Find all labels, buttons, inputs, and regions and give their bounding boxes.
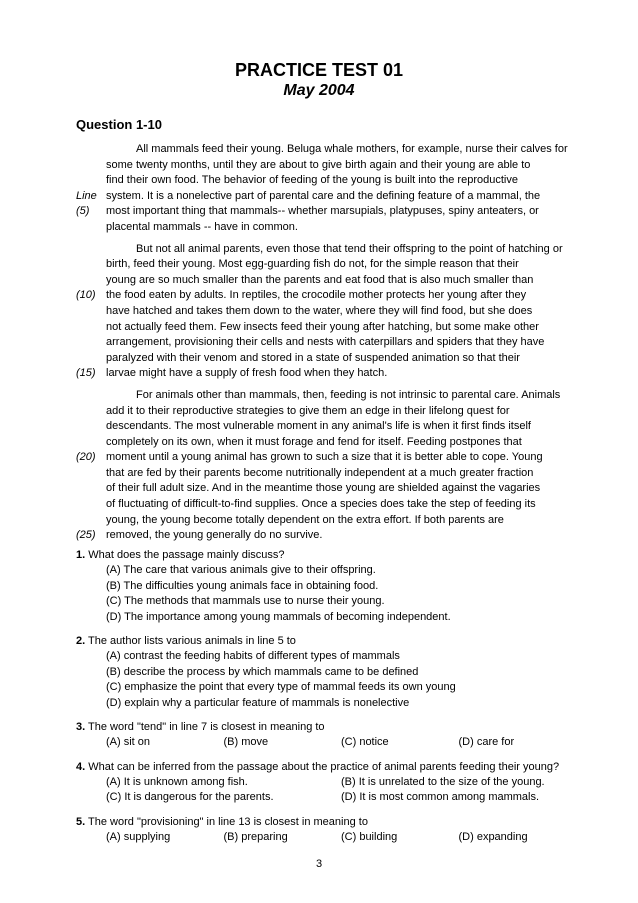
- line-number-marker: (15): [76, 367, 96, 380]
- passage-line-text: placental mammals -- have in common.: [106, 220, 298, 233]
- passage-paragraph: [76, 242, 576, 382]
- question-text: The word "provisioning" in line 13 is closest in meaning to: [88, 815, 368, 828]
- passage-line: [106, 142, 576, 158]
- answer-options-row: [76, 775, 576, 791]
- passage-line: [106, 388, 576, 404]
- answer-option[interactable]: (C) notice: [341, 736, 389, 748]
- answer-option[interactable]: (B) The difficulties young animals face in obtaining food.: [106, 579, 379, 592]
- passage-line: [76, 366, 576, 382]
- question-list: [76, 547, 576, 853]
- passage-line: [106, 481, 576, 497]
- passage-line: [106, 242, 576, 258]
- passage-line-text: of their full adult size. And in the meantime those young are shielded against the vagaries: [106, 482, 541, 495]
- answer-options-row: [76, 735, 576, 751]
- line-number-marker: (5): [76, 205, 90, 218]
- question-item: [76, 547, 576, 625]
- passage-line-text: birth, feed their young. Most egg-guarding fish do not, for the simple reason that their: [106, 258, 519, 271]
- answer-option[interactable]: (C) The methods that mammals use to nurse their young.: [106, 595, 385, 607]
- question-text: The author lists various animals in line 5 to: [88, 635, 296, 647]
- question-text: What can be inferred from the passage about the practice of animal parents feeding their young?: [88, 760, 560, 773]
- question-number: 5.: [76, 815, 86, 828]
- passage-line: [106, 351, 576, 367]
- answer-option[interactable]: (A) contrast the feeding habits of different types of mammals: [106, 650, 400, 662]
- passage-line-text: moment until a young animal has grown to such a size that it is better able to cope. Young: [106, 451, 543, 464]
- passage-line-text: young are so much smaller than the parents and eat food that is also much smaller than: [106, 273, 534, 286]
- passage-line-text: For animals other than mammals, then, feeding is not intrinsic to parental care. Animals: [136, 388, 561, 401]
- question-text: What does the passage mainly discuss?: [88, 549, 285, 561]
- passage-line-text: have hatched and takes them down to the water, where they will find food, but she does: [106, 304, 533, 317]
- passage-line: [106, 497, 576, 513]
- passage-line-text: not actually feed them. Few insects feed their young after hatching, but some make other: [106, 320, 539, 333]
- passage-line: [76, 288, 576, 304]
- passage-line: [106, 466, 576, 482]
- passage-line-text: of fluctuating of difficult-to-find supplies. Once a species does take the step of feeding its: [106, 498, 536, 511]
- question-number: 2.: [76, 635, 86, 647]
- answer-option[interactable]: (D) expanding: [458, 830, 528, 843]
- passage-line: [106, 419, 576, 435]
- question-number: 1.: [76, 549, 86, 561]
- answer-option[interactable]: (D) It is most common among mammals.: [341, 791, 540, 803]
- line-number-marker: Line: [76, 189, 97, 202]
- question-item: [76, 814, 576, 846]
- passage-line-text: arrangement, provisioning their cells and nests with caterpillars and spiders that they have: [106, 336, 545, 349]
- answer-options-row: [76, 830, 576, 846]
- passage-line: [106, 220, 576, 236]
- question-stem: [76, 759, 576, 775]
- passage-line: [76, 189, 576, 205]
- passage-line: [76, 450, 576, 466]
- passage-line: [106, 335, 576, 351]
- answer-option[interactable]: (D) explain why a particular feature of mammals is nonelective: [106, 696, 410, 709]
- passage-line: [106, 273, 576, 289]
- passage-line-text: add it to their reproductive strategies to give them an edge in their lifelong quest for: [106, 404, 510, 417]
- passage-line: [106, 404, 576, 420]
- passage-line-text: larvae might have a supply of fresh food when they hatch.: [106, 367, 388, 380]
- answer-option[interactable]: (B) It is unrelated to the size of the young.: [341, 775, 545, 788]
- question-number: 3.: [76, 721, 86, 733]
- line-number-marker: (20): [76, 451, 96, 464]
- passage-line: [106, 257, 576, 273]
- section-heading: Question 1-10: [76, 117, 162, 132]
- question-item: [76, 719, 576, 751]
- question-stem: [76, 719, 576, 735]
- answer-option[interactable]: (C) emphasize the point that every type of mammal feeds its own young: [106, 681, 456, 693]
- question-number: 4.: [76, 760, 86, 773]
- passage-line: [106, 158, 576, 174]
- line-number-marker: (25): [76, 529, 96, 542]
- answer-option[interactable]: (B) move: [223, 736, 269, 748]
- passage-line-text: paralyzed with their venom and stored in a state of suspended animation so that their: [106, 351, 520, 364]
- passage-line-text: young, the young become totally dependent on the extra effort. If both parents are: [106, 513, 504, 526]
- page-title: PRACTICE TEST 01: [234, 60, 404, 80]
- reading-passage: [76, 142, 576, 550]
- passage-line-text: But not all animal parents, even those that tend their offspring to the point of hatching or: [136, 242, 563, 255]
- question-stem: [76, 814, 576, 830]
- question-item: [76, 759, 576, 806]
- answer-option[interactable]: (C) It is dangerous for the parents.: [106, 791, 274, 803]
- page-number: 3: [315, 858, 323, 870]
- question-text: The word "tend" in line 7 is closest in meaning to: [88, 721, 325, 733]
- passage-line-text: All mammals feed their young. Beluga whale mothers, for example, nurse their calves for: [136, 143, 568, 155]
- answer-option[interactable]: (B) describe the process by which mammals came to be defined: [106, 665, 419, 678]
- answer-options-row: [76, 790, 576, 806]
- page-subtitle: May 2004: [283, 82, 355, 99]
- answer-option[interactable]: (B) preparing: [223, 830, 288, 843]
- passage-line: [76, 528, 576, 544]
- passage-line-text: descendants. The most vulnerable moment in any animal's life is when it first finds itself: [106, 420, 531, 433]
- answer-option[interactable]: (A) It is unknown among fish.: [106, 775, 248, 788]
- question-stem: [76, 633, 576, 649]
- passage-paragraph: [76, 388, 576, 544]
- passage-line-text: system. It is a nonelective part of parental care and the defining feature of a mammal, the: [106, 189, 541, 202]
- question-stem: [76, 547, 576, 563]
- answer-option[interactable]: (A) supplying: [106, 830, 171, 843]
- question-item: [76, 633, 576, 711]
- passage-line: [106, 304, 576, 320]
- passage-line: [106, 513, 576, 529]
- answer-option[interactable]: (A) sit on: [106, 736, 151, 748]
- passage-line: [106, 320, 576, 336]
- passage-line-text: the food eaten by adults. In reptiles, the crocodile mother protects her young after they: [106, 289, 527, 302]
- passage-line-text: find their own food. The behavior of feeding of the young is built into the reproductive: [106, 174, 518, 187]
- passage-line-text: most important thing that mammals-- whether marsupials, platypuses, spiny anteaters, or: [106, 205, 539, 218]
- answer-option[interactable]: (A) The care that various animals give to their offspring.: [106, 564, 376, 576]
- passage-line: [106, 173, 576, 189]
- passage-line-text: some twenty months, until they are about to give birth again and their young are able to: [106, 158, 531, 171]
- answer-option[interactable]: (D) care for: [458, 736, 515, 748]
- passage-line-text: removed, the young generally do no survive.: [106, 529, 323, 542]
- passage-line: [106, 435, 576, 451]
- passage-line-text: completely on its own, when it must forage and fend for itself. Feeding postpones that: [106, 435, 522, 448]
- passage-line: [76, 204, 576, 220]
- passage-line-text: that are fed by their parents become nutritionally independent at a much greater fraction: [106, 466, 534, 479]
- line-number-marker: (10): [76, 289, 96, 302]
- passage-paragraph: [76, 142, 576, 236]
- answer-option[interactable]: (C) building: [341, 830, 398, 843]
- answer-option[interactable]: (D) The importance among young mammals of becoming independent.: [106, 610, 451, 623]
